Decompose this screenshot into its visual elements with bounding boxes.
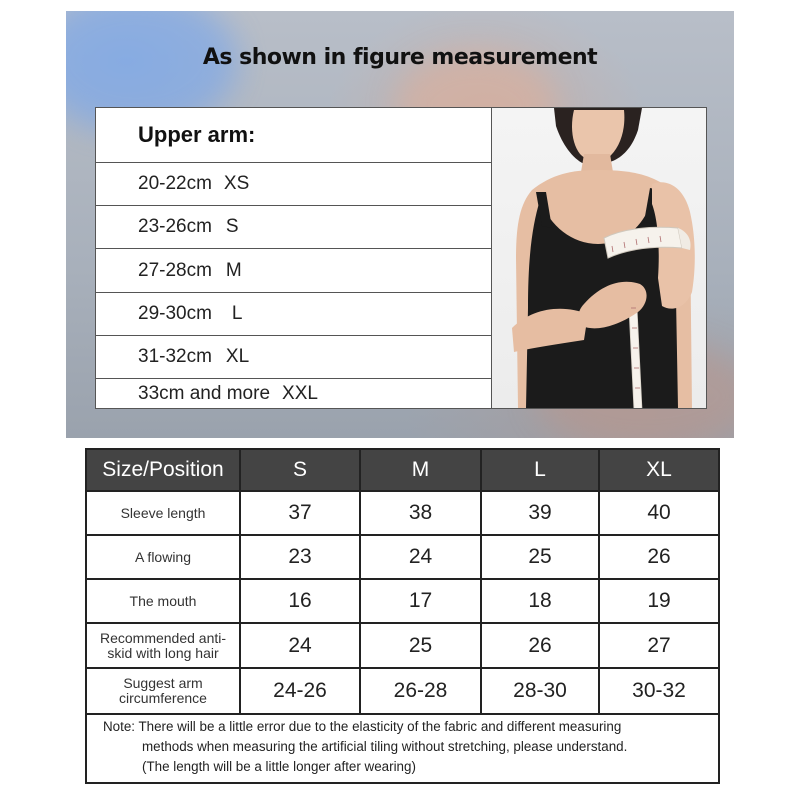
- arm-range: 29-30cm: [138, 303, 212, 324]
- row-label: The mouth: [87, 580, 241, 624]
- header-cell: XL: [600, 450, 718, 492]
- row-label: Sleeve length: [87, 492, 241, 536]
- arm-measurement-photo: [492, 107, 707, 409]
- row-label: Suggest arm circumference: [87, 669, 241, 715]
- table-cell: 26: [600, 536, 718, 580]
- table-cell: 24-26: [241, 669, 361, 715]
- upper-arm-header: [96, 108, 491, 163]
- note-line: (The length will be a little longer after wearing): [142, 759, 416, 774]
- table-cell: 16: [241, 580, 361, 624]
- table-cell: 38: [361, 492, 482, 536]
- table-cell: 40: [600, 492, 718, 536]
- arm-range: 20-22cm: [138, 173, 212, 194]
- arm-range: 27-28cm: [138, 259, 212, 281]
- measurement-banner: [66, 11, 734, 438]
- arm-size-row: [96, 206, 491, 249]
- table-cell: 24: [241, 624, 361, 669]
- row-label: A flowing: [87, 536, 241, 580]
- arm-range: 31-32cm: [138, 346, 212, 367]
- header-cell: S: [241, 450, 361, 492]
- arm-size: L: [231, 303, 243, 324]
- header-cell: L: [482, 450, 600, 492]
- table-row: [87, 492, 718, 536]
- size-note: [87, 715, 718, 782]
- arm-size: S: [225, 216, 239, 237]
- banner-title: As shown in figure measurement: [202, 45, 598, 70]
- size-chart-table: [85, 448, 720, 784]
- table-cell: 27: [600, 624, 718, 669]
- header-cell: Size/Position: [87, 450, 241, 492]
- arm-size: XS: [223, 173, 250, 194]
- table-cell: 26-28: [361, 669, 482, 715]
- table-row: [87, 536, 718, 580]
- table-cell: 19: [600, 580, 718, 624]
- arm-size: M: [225, 259, 242, 281]
- table-row: [87, 624, 718, 669]
- table-cell: 25: [482, 536, 600, 580]
- arm-size-row: [96, 379, 491, 408]
- upper-arm-size-table: [95, 107, 492, 409]
- table-header-row: [87, 450, 718, 492]
- table-cell: 39: [482, 492, 600, 536]
- arm-size-row: [96, 249, 491, 293]
- table-cell: 18: [482, 580, 600, 624]
- arm-size: XL: [225, 346, 250, 367]
- arm-size-row: [96, 163, 491, 206]
- table-cell: 28-30: [482, 669, 600, 715]
- table-row: [87, 580, 718, 624]
- note-line: Note: There will be a little error due to the elasticity of the fabric and different measuring: [103, 719, 622, 734]
- note-line: methods when measuring the artificial tiling without stretching, please understand.: [142, 739, 628, 754]
- table-cell: 23: [241, 536, 361, 580]
- table-cell: 24: [361, 536, 482, 580]
- arm-size-row: [96, 336, 491, 379]
- table-cell: 37: [241, 492, 361, 536]
- arm-range: 33cm and more: [138, 382, 271, 404]
- arm-range: 23-26cm: [138, 216, 212, 237]
- arm-size: XXL: [282, 382, 318, 404]
- upper-arm-header-label: Upper arm:: [138, 122, 256, 147]
- table-row: [87, 669, 718, 715]
- row-label: Recommended anti-skid with long hair: [87, 624, 241, 669]
- table-cell: 30-32: [600, 669, 718, 715]
- arm-size-row: [96, 293, 491, 336]
- table-cell: 26: [482, 624, 600, 669]
- table-cell: 17: [361, 580, 482, 624]
- header-cell: M: [361, 450, 482, 492]
- table-cell: 25: [361, 624, 482, 669]
- woman-measuring-arm-illustration: [492, 108, 707, 409]
